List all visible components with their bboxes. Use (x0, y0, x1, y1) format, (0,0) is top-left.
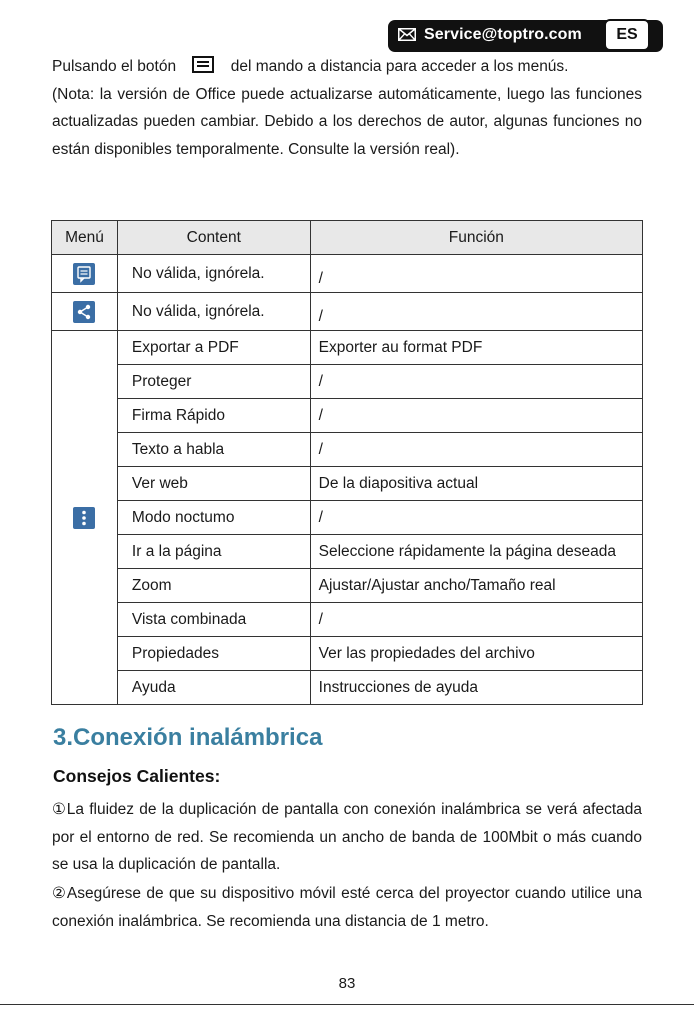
table-row (52, 603, 643, 637)
table-row (52, 569, 643, 603)
table-row (52, 467, 643, 501)
bottom-rule (0, 1004, 694, 1005)
language-badge: ES (604, 19, 650, 51)
content-cell: Exportar a PDF (117, 331, 310, 365)
service-email: Service@toptro.com (424, 26, 582, 43)
function-cell: Ajustar/Ajustar ancho/Tamaño real (310, 569, 642, 603)
intro-paragraph (52, 53, 642, 163)
content-cell: Vista combinada (117, 603, 310, 637)
content-cell: Firma Rápido (117, 399, 310, 433)
header-menu: Menú (52, 221, 118, 255)
table-row (52, 501, 643, 535)
mail-icon (398, 28, 416, 41)
content-cell: Proteger (117, 365, 310, 399)
function-cell: Exporter au format PDF (310, 331, 642, 365)
content-cell: Zoom (117, 569, 310, 603)
table-row (52, 331, 643, 365)
tip-1: ①La fluidez de la duplicación de pantalla con conexión inalámbrica se verá afectada por el entorno de red. Se recomienda un ancho de banda de 100Mbit o más cuando se usa la duplicación de pantalla. (52, 801, 642, 873)
table-row (52, 255, 643, 293)
table-header-row (52, 221, 643, 255)
section-title: 3.Conexión inalámbrica (53, 724, 323, 751)
content-cell: No válida, ignórela. (117, 255, 310, 293)
function-cell: Instrucciones de ayuda (310, 671, 642, 705)
function-cell: / (310, 365, 642, 399)
menu-icon-cell (52, 331, 118, 705)
function-cell: / (310, 433, 642, 467)
content-cell: No válida, ignórela. (117, 293, 310, 331)
function-cell: / (310, 293, 642, 331)
intro-note: (Nota: la versión de Office puede actualizarse automáticamente, luego las funciones actualizadas pueden cambiar. Debido a los derechos de autor, algunas funciones no están disponibles temporalmente. Consulte la versión real). (52, 85, 642, 158)
table-row (52, 433, 643, 467)
menu-icon-cell (52, 293, 118, 331)
intro-line (52, 53, 642, 81)
content-cell: Propiedades (117, 637, 310, 671)
content-cell: Modo noctumo (117, 501, 310, 535)
header-content: Content (117, 221, 310, 255)
table-row (52, 535, 643, 569)
share-icon (73, 301, 95, 323)
table-row (52, 399, 643, 433)
function-cell: / (310, 603, 642, 637)
more-vertical-icon (73, 507, 95, 529)
function-cell: / (310, 399, 642, 433)
intro-before-icon: Pulsando el botón (52, 58, 177, 75)
function-cell: / (310, 501, 642, 535)
table-row (52, 671, 643, 705)
menu-button-icon (192, 55, 214, 72)
header-function: Función (310, 221, 642, 255)
table-row (52, 637, 643, 671)
page-number: 83 (338, 975, 356, 992)
section-subtitle: Consejos Calientes: (53, 766, 221, 786)
function-cell: / (310, 255, 642, 293)
function-cell: Seleccione rápidamente la página deseada (310, 535, 642, 569)
menu-icon-cell (52, 255, 118, 293)
content-cell: Ver web (117, 467, 310, 501)
content-cell: Texto a habla (117, 433, 310, 467)
menu-table (51, 220, 643, 705)
comment-icon (73, 263, 95, 285)
tip-2: ②Asegúrese de que su dispositivo móvil esté cerca del proyector cuando utilice una conexión inalámbrica. Se recomienda una distancia de 1 metro. (52, 885, 642, 930)
content-cell: Ayuda (117, 671, 310, 705)
intro-after-icon: del mando a distancia para acceder a los menús. (230, 58, 569, 75)
content-cell: Ir a la página (117, 535, 310, 569)
table-row (52, 293, 643, 331)
table-row (52, 365, 643, 399)
function-cell: Ver las propiedades del archivo (310, 637, 642, 671)
function-cell: De la diapositiva actual (310, 467, 642, 501)
